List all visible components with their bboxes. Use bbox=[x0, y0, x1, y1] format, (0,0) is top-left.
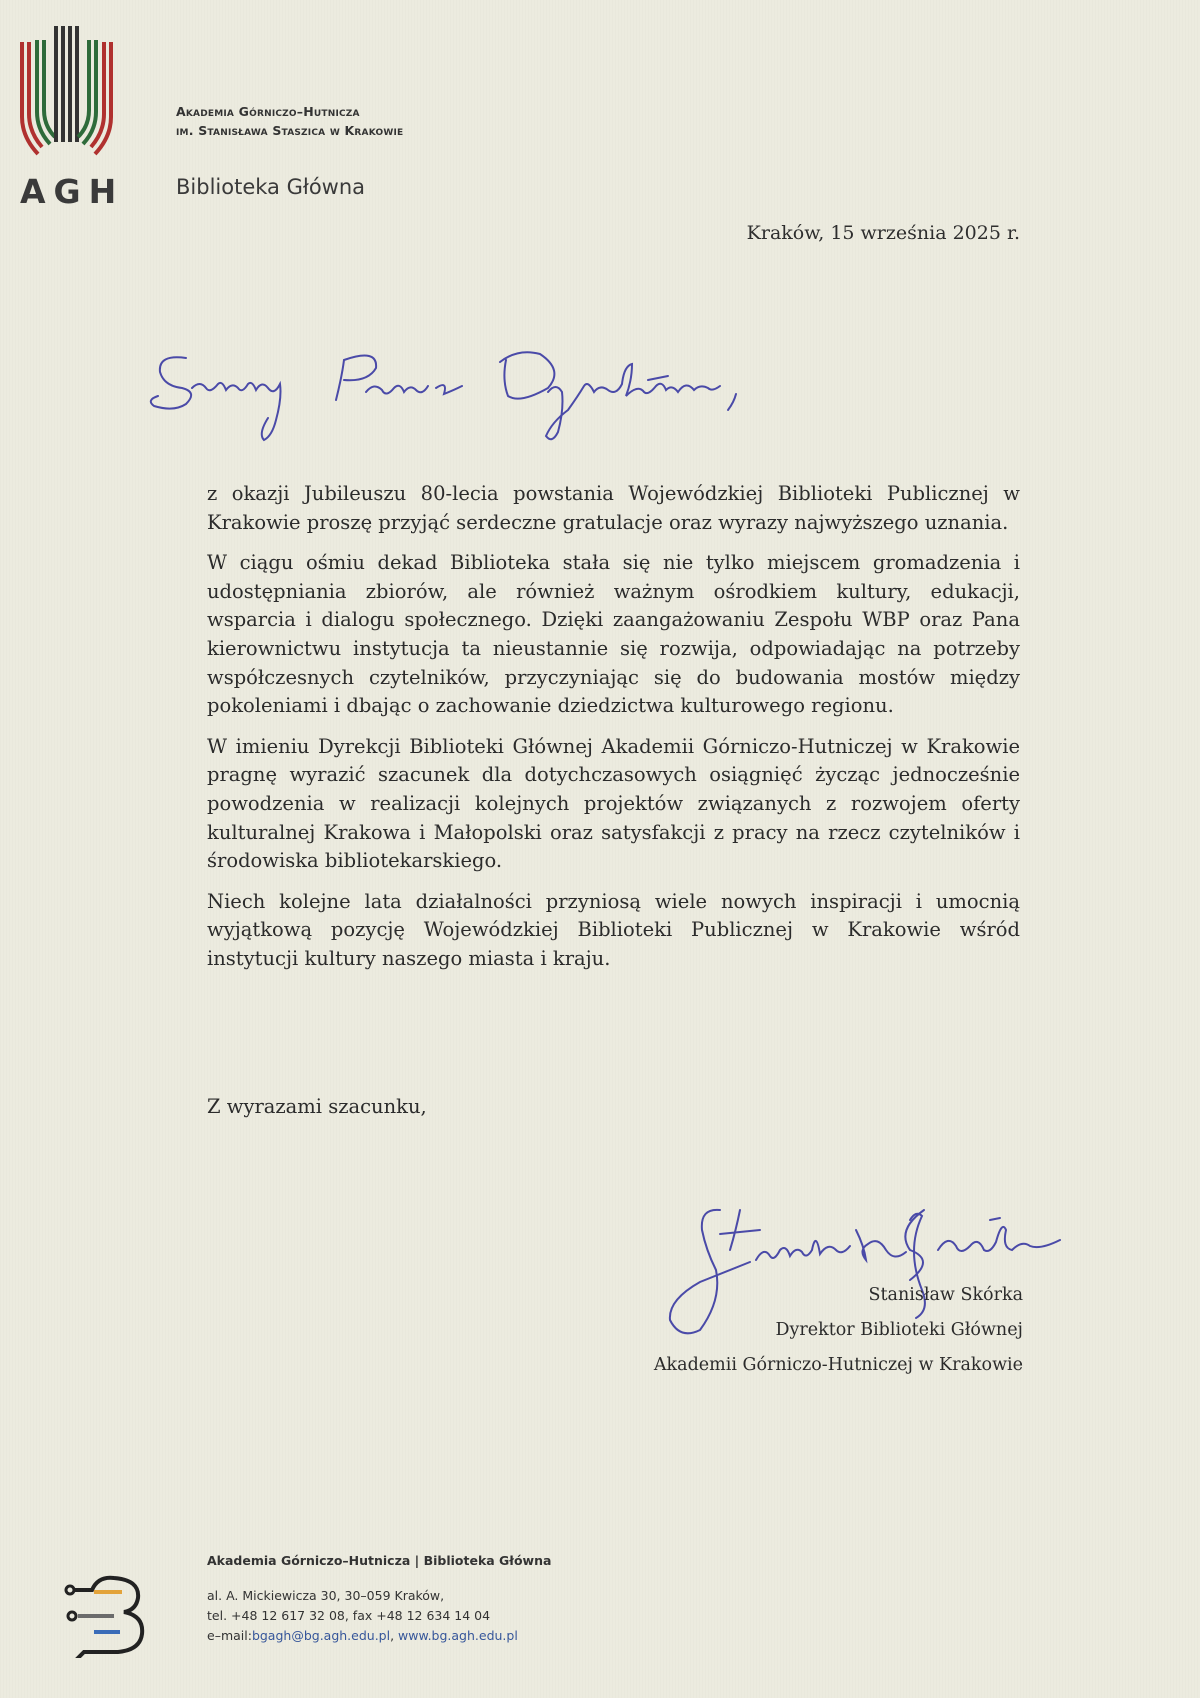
library-logo-icon bbox=[64, 1568, 148, 1662]
paragraph-3: W imieniu Dyrekcji Biblioteki Głównej Akademii Górniczo-Hutniczej w Krakowie pragnę wyrazić szacunek dla dotychczasowych osiągnięć życząc jednocześnie powodzenia w realizacji kolejnych projektów związanych z rozwojem oferty kulturalnej Krakowa i Małopolski oraz satysfakcji z pracy na rzecz czytelników i środowiska bibliotekarskiego. bbox=[207, 734, 1020, 873]
paragraph-1: z okazji Jubileuszu 80-lecia powstania Wojewódzkiej Biblioteki Publicznej w Krakowie proszę przyjąć serdeczne gratulacje oraz wyrazy najwyższego uznania. bbox=[207, 482, 1020, 534]
footer-email-link[interactable]: bgagh@bg.agh.edu.pl bbox=[251, 1628, 391, 1643]
letter-date: Kraków, 15 września 2025 r. bbox=[746, 222, 1020, 244]
signatory-institution: Akademii Górniczo-Hutniczej w Krakowie bbox=[653, 1355, 1023, 1375]
agh-logo bbox=[20, 22, 125, 211]
closing-phrase: Z wyrazami szacunku, bbox=[207, 1095, 427, 1118]
footer-phones: tel. +48 12 617 32 08, fax +48 12 634 14 04 bbox=[207, 1608, 491, 1623]
handwritten-salutation bbox=[148, 340, 788, 454]
paragraph-2: W ciągu ośmiu dekad Biblioteka stała się nie tylko miejscem gromadzenia i udostępniania zbiorów, ale również ważnym ośrodkiem kultury, edukacji, wsparcia i dialogu społecznego. Dzięki zaangażowaniu Zespołu WBP oraz Pana kierownictwu instytucja ta nieustannie się rozwija, odpowiadając na potrzeby współczesnych czytelników, przyczyniając się do budowania mostów między pokoleniami i dbając o zachowanie dziedzictwa kulturowego regionu. bbox=[207, 551, 1020, 718]
footer-contact bbox=[207, 1626, 551, 1646]
footer-title: Akademia Górniczo–Hutnicza | Biblioteka Główna bbox=[207, 1553, 552, 1568]
library-logo-graphic bbox=[64, 1568, 148, 1658]
salutation-handwriting bbox=[148, 340, 788, 450]
university-name-line1: Akademia Górniczo–Hutnicza bbox=[176, 104, 360, 119]
signatory-block bbox=[654, 1278, 1023, 1383]
footer-separator: , bbox=[390, 1628, 399, 1643]
paragraph-4: Niech kolejne lata działalności przyniosą wiele nowych inspiracji i umocnią wyjątkową pozycję Wojewódzkiej Biblioteki Publicznej w Krakowie wśród instytucji kultury naszego miasta i kraju. bbox=[207, 889, 1020, 970]
footer-website-link[interactable]: www.bg.agh.edu.pl bbox=[398, 1628, 518, 1643]
footer bbox=[207, 1553, 551, 1646]
letter-body bbox=[207, 480, 1020, 986]
agh-logo-graphic bbox=[20, 22, 122, 162]
university-name bbox=[176, 102, 403, 140]
university-name-line2: im. Stanisława Staszica w Krakowie bbox=[176, 123, 404, 138]
agh-logo-text: AGH bbox=[20, 172, 125, 211]
footer-email-label: e–mail: bbox=[207, 1628, 252, 1643]
signatory-title: Dyrektor Biblioteki Głównej bbox=[775, 1320, 1023, 1340]
footer-address: al. A. Mickiewicza 30, 30–059 Kraków, bbox=[207, 1588, 445, 1603]
signatory-name: Stanisław Skórka bbox=[868, 1285, 1023, 1305]
department-name: Biblioteka Główna bbox=[176, 175, 366, 199]
